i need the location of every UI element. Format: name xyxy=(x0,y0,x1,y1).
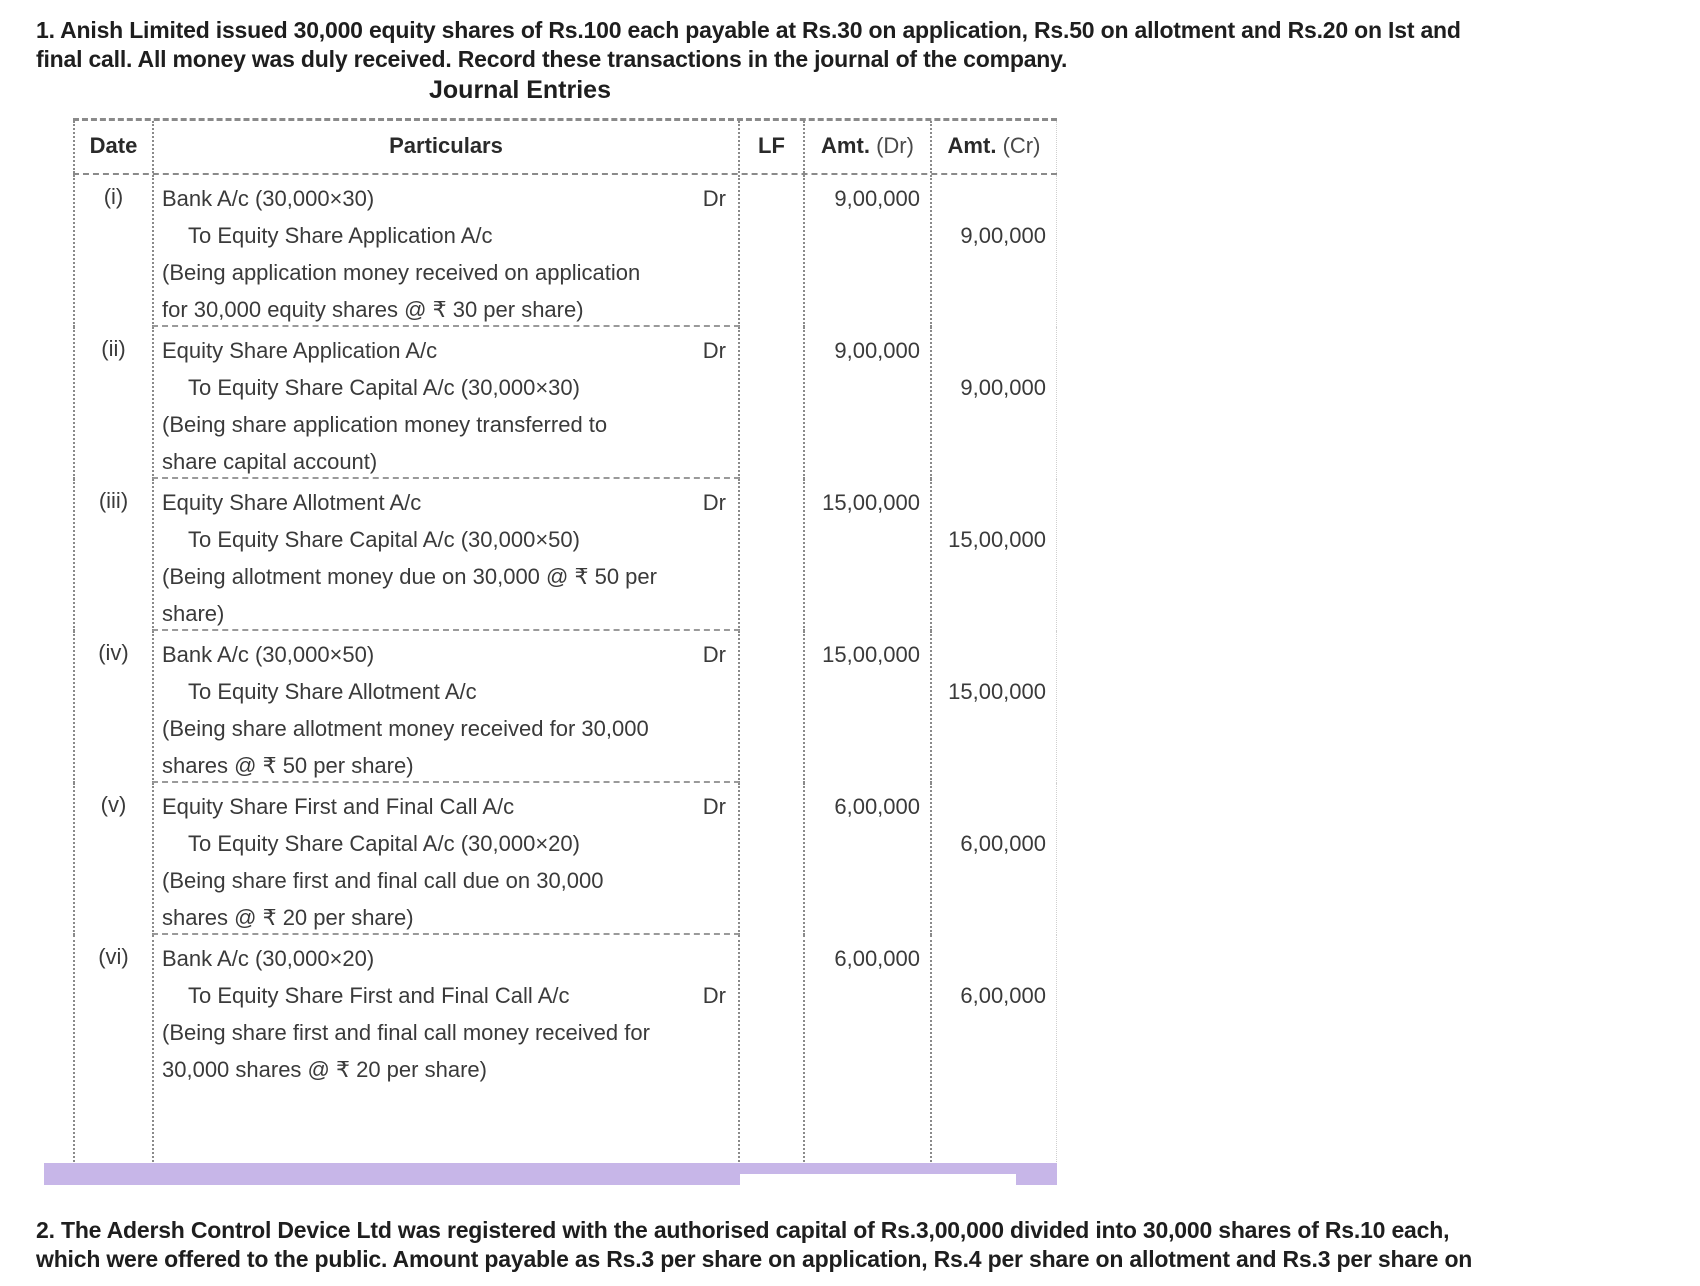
dr-marker: Dr xyxy=(702,338,726,363)
entry-amount-dr xyxy=(805,631,932,783)
entry-amount-dr xyxy=(805,175,932,327)
dr-marker xyxy=(726,217,728,254)
entry-debit-line xyxy=(162,940,728,977)
entry-narration-line-1: (Being share allotment money received for 30,000 xyxy=(162,716,649,741)
amount-cr-value: 15,00,000 xyxy=(948,527,1046,552)
credit-account-name: To Equity Share Capital A/c (30,000×30) xyxy=(188,375,580,400)
column-header-amount-dr xyxy=(805,121,932,173)
entry-narration-line-2: 30,000 shares @ ₹ 20 per share) xyxy=(162,1057,487,1082)
entry-narration-line-2: shares @ ₹ 50 per share) xyxy=(162,753,414,778)
journal-entry-row xyxy=(73,327,1057,479)
entry-narration-line-2: for 30,000 equity shares @ ₹ 30 per share) xyxy=(162,297,584,322)
entry-lf xyxy=(740,783,805,935)
credit-account-name: To Equity Share Capital A/c (30,000×20) xyxy=(188,831,580,856)
problem-1-line-2: final call. All money was duly received. Record these transactions in the journal of the company. xyxy=(36,46,1068,72)
problem-1-line-1: 1. Anish Limited issued 30,000 equity shares of Rs.100 each payable at Rs.30 on application, Rs.50 on allotment and Rs.20 on Ist and xyxy=(36,17,1461,43)
journal-table xyxy=(73,118,1057,1166)
highlight-bar-notch xyxy=(740,1174,1016,1185)
entry-narration-line-2: shares @ ₹ 20 per share) xyxy=(162,905,414,930)
amount-cr-value: 15,00,000 xyxy=(948,679,1046,704)
debit-account-name: Bank A/c (30,000×50) xyxy=(162,642,375,667)
dr-marker xyxy=(726,825,728,862)
entry-credit-line xyxy=(162,521,728,558)
entry-date-label: (v) xyxy=(100,792,127,817)
amount-dr-value: 15,00,000 xyxy=(822,490,920,515)
entry-credit-line xyxy=(162,977,728,1014)
entry-date xyxy=(73,935,152,1166)
entry-narration-line-2: share capital account) xyxy=(162,449,378,474)
credit-account-name: To Equity Share Application A/c xyxy=(188,223,493,248)
debit-account-name: Bank A/c (30,000×20) xyxy=(162,946,375,971)
journal-entries xyxy=(73,175,1057,1166)
problem-1-statement xyxy=(36,16,1461,74)
entry-particulars xyxy=(152,175,740,327)
dr-marker: Dr xyxy=(702,490,726,515)
entry-credit-line xyxy=(162,217,728,254)
entry-narration-line-1: (Being share application money transferred to xyxy=(162,412,608,437)
entry-lf xyxy=(740,175,805,327)
column-header-amount-cr xyxy=(932,121,1057,173)
entry-credit-line xyxy=(162,673,728,710)
entry-amount-cr xyxy=(932,631,1057,783)
entry-lf xyxy=(740,327,805,479)
entry-credit-line xyxy=(162,369,728,406)
entry-debit-line xyxy=(162,484,728,521)
journal-entry-row xyxy=(73,479,1057,631)
journal-table-header xyxy=(73,118,1057,175)
entry-particulars xyxy=(152,783,740,935)
amount-cr-value: 9,00,000 xyxy=(960,223,1046,248)
entry-amount-dr xyxy=(805,935,932,1166)
dr-marker xyxy=(726,369,728,406)
entry-amount-dr xyxy=(805,479,932,631)
entry-amount-dr xyxy=(805,783,932,935)
credit-account-name: To Equity Share Capital A/c (30,000×50) xyxy=(188,527,580,552)
amount-cr-value: 6,00,000 xyxy=(960,831,1046,856)
debit-account-name: Equity Share First and Final Call A/c xyxy=(162,794,515,819)
journal-entry-row xyxy=(73,935,1057,1166)
entry-lf xyxy=(740,631,805,783)
entry-date xyxy=(73,631,152,783)
entry-date-label: (iv) xyxy=(98,640,129,665)
entry-amount-cr xyxy=(932,327,1057,479)
entry-particulars xyxy=(152,327,740,479)
dr-marker: Dr xyxy=(702,794,726,819)
dr-marker: Dr xyxy=(702,983,726,1008)
entry-amount-cr xyxy=(932,935,1057,1166)
entry-date xyxy=(73,175,152,327)
amount-dr-value: 9,00,000 xyxy=(834,338,920,363)
amount-cr-value: 9,00,000 xyxy=(960,375,1046,400)
entry-date-label: (vi) xyxy=(98,944,129,969)
entry-date xyxy=(73,783,152,935)
column-header-lf: LF xyxy=(740,121,805,173)
entry-date-label: (iii) xyxy=(98,488,129,513)
entry-amount-dr xyxy=(805,327,932,479)
entry-narration-line-2: share) xyxy=(162,601,225,626)
problem-2-statement xyxy=(36,1216,1472,1274)
journal-entry-row xyxy=(73,783,1057,935)
amount-dr-value: 9,00,000 xyxy=(834,186,920,211)
amount-dr-label: Amt. xyxy=(821,133,870,158)
entry-particulars xyxy=(152,479,740,631)
amount-dr-value: 6,00,000 xyxy=(834,794,920,819)
entry-lf xyxy=(740,479,805,631)
entry-date xyxy=(73,479,152,631)
credit-account-name: To Equity Share First and Final Call A/c xyxy=(188,983,570,1008)
dr-marker: Dr xyxy=(702,642,726,667)
entry-narration-line-1: (Being share first and final call money received for xyxy=(162,1020,650,1045)
journal-entry-row xyxy=(73,175,1057,327)
column-header-particulars: Particulars xyxy=(152,121,740,173)
amount-cr-value: 6,00,000 xyxy=(960,983,1046,1008)
entry-narration-line-1: (Being application money received on application xyxy=(162,260,641,285)
entry-date-label: (ii) xyxy=(101,336,126,361)
dr-marker: Dr xyxy=(702,186,726,211)
amount-cr-sub-label: (Cr) xyxy=(1002,133,1041,158)
entry-particulars xyxy=(152,935,740,1166)
entry-lf xyxy=(740,935,805,1166)
entry-amount-cr xyxy=(932,479,1057,631)
dr-marker xyxy=(726,940,728,977)
dr-marker xyxy=(726,521,728,558)
entry-debit-line xyxy=(162,636,728,673)
dr-marker xyxy=(726,673,728,710)
column-header-date: Date xyxy=(73,121,152,173)
amount-dr-sub-label: (Dr) xyxy=(876,133,914,158)
entry-amount-cr xyxy=(932,175,1057,327)
problem-2-line-2: which were offered to the public. Amount payable as Rs.3 per share on application, Rs.4 per share on allotment and Rs.3 per share on xyxy=(36,1246,1473,1272)
entry-credit-line xyxy=(162,825,728,862)
entry-debit-line xyxy=(162,180,728,217)
debit-account-name: Equity Share Application A/c xyxy=(162,338,438,363)
entry-particulars xyxy=(152,631,740,783)
entry-narration-line-1: (Being share first and final call due on 30,000 xyxy=(162,868,604,893)
journal-entries-title: Journal Entries xyxy=(429,76,611,104)
entry-debit-line xyxy=(162,788,728,825)
amount-dr-value: 15,00,000 xyxy=(822,642,920,667)
entry-narration-line-1: (Being allotment money due on 30,000 @ ₹ 50 per xyxy=(162,564,657,589)
amount-dr-value: 6,00,000 xyxy=(834,946,920,971)
credit-account-name: To Equity Share Allotment A/c xyxy=(188,679,477,704)
entry-date-label: (i) xyxy=(103,184,124,209)
debit-account-name: Equity Share Allotment A/c xyxy=(162,490,422,515)
debit-account-name: Bank A/c (30,000×30) xyxy=(162,186,375,211)
highlight-bar xyxy=(44,1163,1057,1185)
entry-date xyxy=(73,327,152,479)
entry-debit-line xyxy=(162,332,728,369)
entry-amount-cr xyxy=(932,783,1057,935)
journal-entry-row xyxy=(73,631,1057,783)
amount-cr-label: Amt. xyxy=(947,133,997,158)
problem-2-line-1: 2. The Adersh Control Device Ltd was registered with the authorised capital of Rs.3,00,000 divided into 30,000 shares of Rs.10 each, xyxy=(36,1217,1450,1243)
